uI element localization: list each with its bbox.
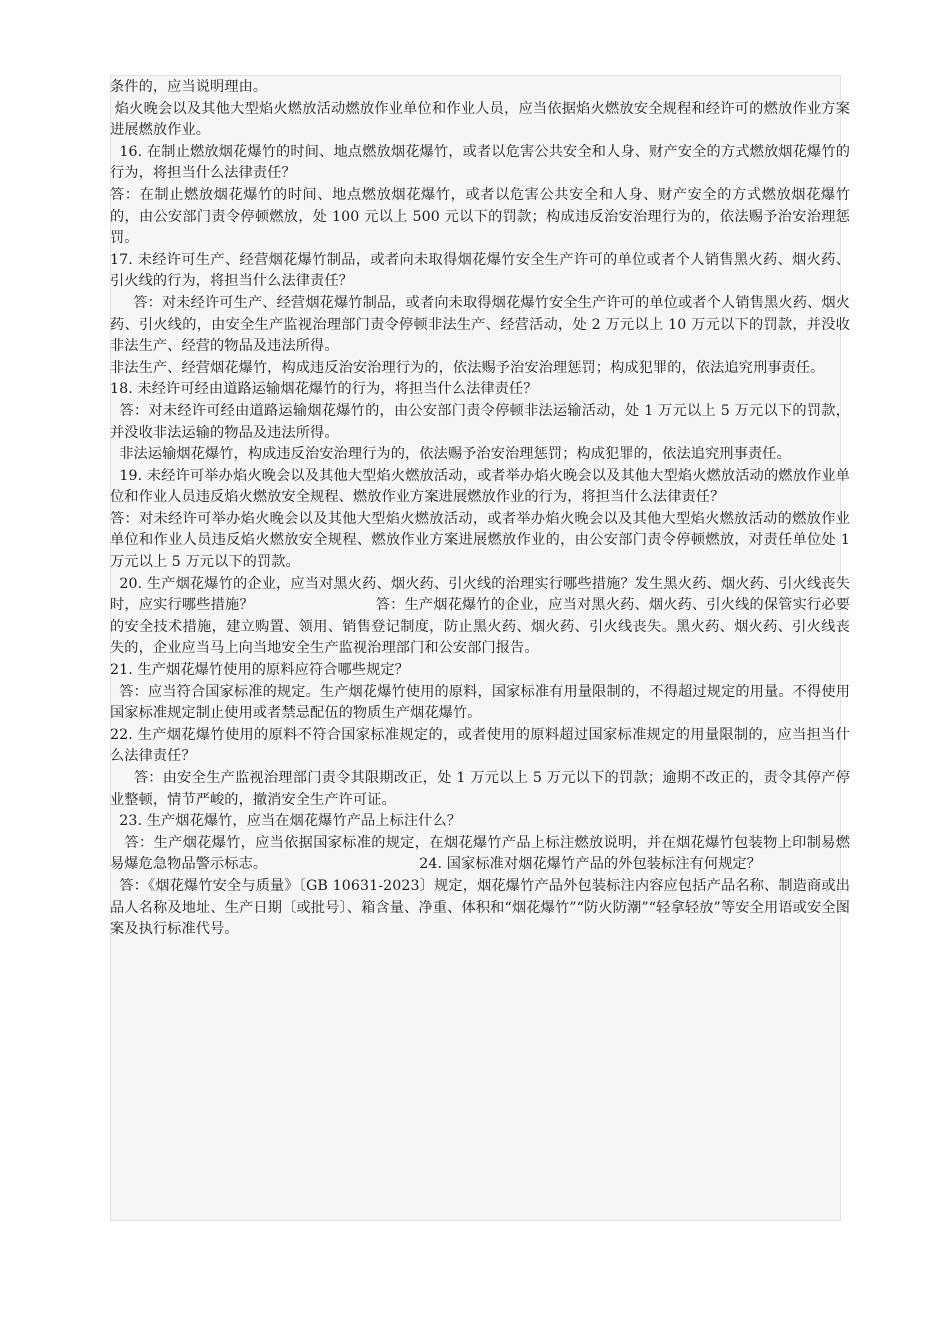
- answer-21: 答：应当符合国家标准的规定。生产烟花爆竹使用的原料，国家标准有用量限制的，不得超过规定的用量。不得使用国家标准规定制止使用或者禁忌配伍的物质生产烟花爆竹。: [110, 683, 850, 722]
- document-content: [110, 77, 855, 941]
- paragraph-fireworks-party: 焰火晚会以及其他大型焰火燃放活动燃放作业单位和作业人员，应当依据焰火燃放安全规程和经许可的燃放作业方案进展燃放作业。: [110, 100, 850, 139]
- question-18: 18. 未经许可经由道路运输烟花爆竹的行为，将担当什么法律责任？: [110, 381, 538, 398]
- paragraph-reason: 条件的，应当说明理由。: [110, 79, 268, 95]
- answer-18: 答：对未经许可经由道路运输烟花爆竹的，由公安部门责令停顿非法运输活动，处 1 万元以上 5 万元以下的罚款，并没收非法运输的物品及违法所得。: [110, 402, 850, 441]
- answer-16: 答：在制止燃放烟花爆竹的时间、地点燃放烟花爆竹，或者以危害公共安全和人身、财产安全的方式燃放烟花爆竹的，由公安部门责令停顿燃放，处 100 元以上 500 元以下的罚款；构成违反治安治理行为的，依法赐予治安治理惩罚。: [110, 186, 850, 247]
- question-16: 16. 在制止燃放烟花爆竹的时间、地点燃放烟花爆竹，或者以危害公共安全和人身、财产安全的方式燃放烟花爆竹的行为，将担当什么法律责任？: [110, 143, 850, 182]
- answer-17: 答：对未经许可生产、经营烟花爆竹制品，或者向未取得烟花爆竹安全生产许可的单位或者个人销售黑火药、烟火药、引火线的，由安全生产监视治理部门责令停顿非法生产、经营活动，处 2 万元以上 10 万元以下的罚款，并没收非法生产、经营的物品及违法所得。: [110, 294, 850, 355]
- question-19: 19. 未经许可举办焰火晚会以及其他大型焰火燃放活动，或者举办焰火晚会以及其他大型焰火燃放活动的燃放作业单位和作业人员违反焰火燃放安全规程、燃放作业方案进展燃放作业的行为，将担当什么法律责任？: [110, 467, 850, 506]
- answer-23-question-24: 答：生产烟花爆竹，应当依据国家标准的规定，在烟花爆竹产品上标注燃放说明，并在烟花爆竹包装物上印制易燃易爆危急物品警示标志。 24. 国家标准对烟花爆竹产品的外包装标注有何规定？: [110, 834, 850, 873]
- question-17: 17. 未经许可生产、经营烟花爆竹制品，或者向未取得烟花爆竹安全生产许可的单位或者个人销售黑火药、烟火药、引火线的行为，将担当什么法律责任？: [110, 251, 850, 290]
- answer-22: 答：由安全生产监视治理部门责令其限期改正，处 1 万元以上 5 万元以下的罚款；逾期不改正的，责令其停产停业整顿，情节严峻的，撤消安全生产许可证。: [110, 770, 850, 808]
- answer-17-continued: 非法生产、经营烟花爆竹，构成违反治安治理行为的，依法赐予治安治理惩罚；构成犯罪的，依法追究刑事责任。: [110, 359, 825, 376]
- answer-19: 答：对未经许可举办焰火晚会以及其他大型焰火燃放活动，或者举办焰火晚会以及其他大型焰火燃放活动的燃放作业单位和作业人员违反焰火燃放安全规程、燃放作业方案进展燃放作业的，由公安部门责令停顿燃放，对责任单位处 1 万元以上 5 万元以下的罚款。: [110, 510, 855, 571]
- question-23: 23. 生产烟花爆竹，应当在烟花爆竹产品上标注什么？: [110, 813, 462, 830]
- question-21: 21. 生产烟花爆竹使用的原料应符合哪些规定？: [110, 662, 409, 679]
- question-answer-20: 20. 生产烟花爆竹的企业，应当对黑火药、烟火药、引火线的治理实行哪些措施？发生黑火药、烟火药、引火线丧失时，应实行哪些措施？ 答：生产烟花爆竹的企业，应当对黑火药、烟火药、引火线的保管实行必要的安全技术措施，建立购置、领用、销售登记制度，防止黑火药、烟火药、引火线丧失。黑火药、烟火药、引火线丧失的，企业应当马上向当地安全生产监视治理部门和公安部门报告。: [110, 575, 850, 657]
- answer-18-continued: 非法运输烟花爆竹，构成违反治安治理行为的，依法赐予治安治理惩罚；构成犯罪的，依法追究刑事责任。: [110, 446, 791, 463]
- answer-24: 答：《烟花爆竹安全与质量》〔GB 10631-2023〕规定，烟花爆竹产品外包装标注内容应包括产品名称、制造商或出品人名称及地址、生产日期〔或批号〕、箱含量、净重、体积和“烟花爆竹”“防火防潮”“轻拿轻放”等安全用语或安全图案及执行标准代号。: [110, 877, 850, 938]
- question-22: 22. 生产烟花爆竹使用的原料不符合国家标准规定的，或者使用的原料超过国家标准规定的用量限制的，应当担当什么法律责任？: [110, 726, 850, 765]
